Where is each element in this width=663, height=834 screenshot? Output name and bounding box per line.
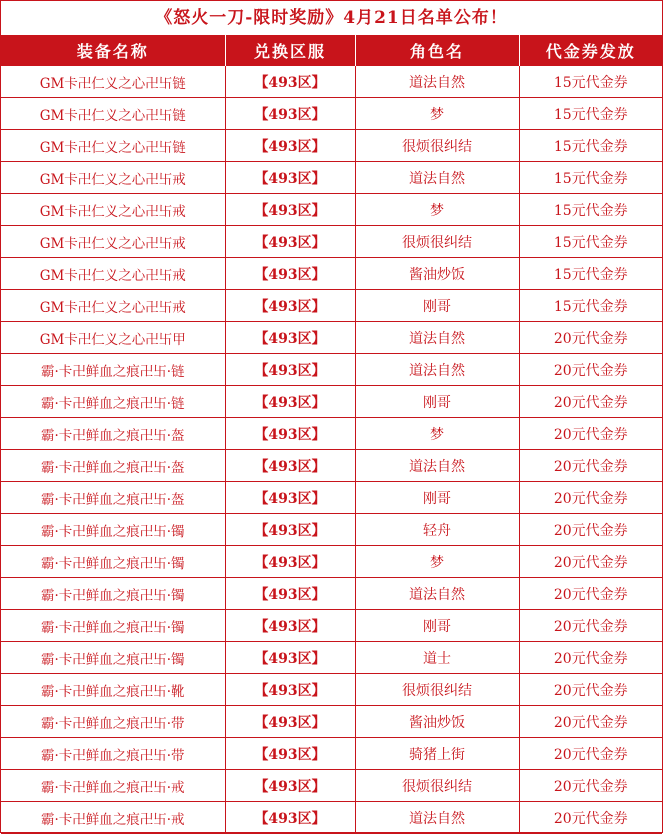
zone-cell: 【493区】	[225, 66, 355, 98]
table-row	[1, 450, 662, 482]
table-row	[1, 674, 662, 706]
voucher-cell: 20元代金券	[519, 322, 662, 354]
role-name-cell: 梦	[355, 194, 519, 226]
voucher-cell: 20元代金券	[519, 450, 662, 482]
role-name-cell: 很烦很纠结	[355, 130, 519, 162]
reward-table	[1, 35, 662, 834]
table-row	[1, 322, 662, 354]
table-row	[1, 226, 662, 258]
item-name-cell: 霸·卡卍鲜血之痕卍卐·镯	[1, 546, 225, 578]
role-name-cell: 刚哥	[355, 290, 519, 322]
header-voucher: 代金券发放	[519, 35, 662, 66]
table-row	[1, 578, 662, 610]
zone-cell: 【493区】	[225, 738, 355, 770]
item-name-cell: 霸·卡卍鲜血之痕卍卐·盔	[1, 450, 225, 482]
table-row	[1, 386, 662, 418]
item-name-cell: 霸·卡卍鲜血之痕卍卐·链	[1, 354, 225, 386]
role-name-cell: 道士	[355, 642, 519, 674]
role-name-cell: 道法自然	[355, 450, 519, 482]
voucher-cell: 15元代金券	[519, 258, 662, 290]
item-name-cell: GM卡卍仁义之心卍卐链	[1, 66, 225, 98]
zone-cell: 【493区】	[225, 290, 355, 322]
voucher-cell: 20元代金券	[519, 546, 662, 578]
role-name-cell: 很烦很纠结	[355, 674, 519, 706]
role-name-cell: 刚哥	[355, 610, 519, 642]
table-row	[1, 770, 662, 802]
role-name-cell: 道法自然	[355, 66, 519, 98]
table-row	[1, 354, 662, 386]
voucher-cell: 20元代金券	[519, 738, 662, 770]
table-row	[1, 706, 662, 738]
table-row	[1, 738, 662, 770]
zone-cell: 【493区】	[225, 418, 355, 450]
table-header-row	[1, 35, 662, 66]
zone-cell: 【493区】	[225, 386, 355, 418]
item-name-cell: GM卡卍仁义之心卍卐链	[1, 98, 225, 130]
voucher-cell: 20元代金券	[519, 642, 662, 674]
voucher-cell: 15元代金券	[519, 66, 662, 98]
zone-cell: 【493区】	[225, 514, 355, 546]
item-name-cell: 霸·卡卍鲜血之痕卍卐·镯	[1, 610, 225, 642]
table-row	[1, 642, 662, 674]
voucher-cell: 20元代金券	[519, 482, 662, 514]
role-name-cell: 很烦很纠结	[355, 226, 519, 258]
table-row	[1, 290, 662, 322]
role-name-cell: 刚哥	[355, 482, 519, 514]
item-name-cell: 霸·卡卍鲜血之痕卍卐·盔	[1, 482, 225, 514]
item-name-cell: GM卡卍仁义之心卍卐链	[1, 130, 225, 162]
voucher-cell: 20元代金券	[519, 578, 662, 610]
item-name-cell: 霸·卡卍鲜血之痕卍卐·戒	[1, 770, 225, 802]
item-name-cell: 霸·卡卍鲜血之痕卍卐·带	[1, 706, 225, 738]
role-name-cell: 很烦很纠结	[355, 770, 519, 802]
table-row	[1, 130, 662, 162]
voucher-cell: 15元代金券	[519, 98, 662, 130]
voucher-cell: 15元代金券	[519, 194, 662, 226]
item-name-cell: 霸·卡卍鲜血之痕卍卐·链	[1, 386, 225, 418]
role-name-cell: 梦	[355, 98, 519, 130]
voucher-cell: 20元代金券	[519, 514, 662, 546]
role-name-cell: 轻舟	[355, 514, 519, 546]
item-name-cell: 霸·卡卍鲜血之痕卍卐·带	[1, 738, 225, 770]
voucher-cell: 20元代金券	[519, 706, 662, 738]
item-name-cell: 霸·卡卍鲜血之痕卍卐·镯	[1, 514, 225, 546]
zone-cell: 【493区】	[225, 578, 355, 610]
zone-cell: 【493区】	[225, 130, 355, 162]
table-row	[1, 802, 662, 834]
zone-cell: 【493区】	[225, 770, 355, 802]
item-name-cell: GM卡卍仁义之心卍卐戒	[1, 258, 225, 290]
table-row	[1, 98, 662, 130]
item-name-cell: GM卡卍仁义之心卍卐戒	[1, 194, 225, 226]
voucher-cell: 15元代金券	[519, 162, 662, 194]
voucher-cell: 20元代金券	[519, 770, 662, 802]
table-row	[1, 546, 662, 578]
table-row	[1, 162, 662, 194]
table-row	[1, 194, 662, 226]
zone-cell: 【493区】	[225, 98, 355, 130]
item-name-cell: GM卡卍仁义之心卍卐甲	[1, 322, 225, 354]
item-name-cell: 霸·卡卍鲜血之痕卍卐·盔	[1, 418, 225, 450]
table-row	[1, 258, 662, 290]
role-name-cell: 酱油炒饭	[355, 258, 519, 290]
voucher-cell: 20元代金券	[519, 610, 662, 642]
voucher-cell: 20元代金券	[519, 354, 662, 386]
voucher-cell: 20元代金券	[519, 802, 662, 834]
header-role-name: 角色名	[355, 35, 519, 66]
role-name-cell: 道法自然	[355, 162, 519, 194]
item-name-cell: GM卡卍仁义之心卍卐戒	[1, 290, 225, 322]
role-name-cell: 道法自然	[355, 802, 519, 834]
role-name-cell: 骑猪上街	[355, 738, 519, 770]
role-name-cell: 道法自然	[355, 322, 519, 354]
table-row	[1, 514, 662, 546]
zone-cell: 【493区】	[225, 226, 355, 258]
zone-cell: 【493区】	[225, 706, 355, 738]
table-row	[1, 418, 662, 450]
role-name-cell: 酱油炒饭	[355, 706, 519, 738]
role-name-cell: 梦	[355, 546, 519, 578]
header-zone: 兑换区服	[225, 35, 355, 66]
zone-cell: 【493区】	[225, 258, 355, 290]
header-item-name: 装备名称	[1, 35, 225, 66]
voucher-cell: 20元代金券	[519, 386, 662, 418]
item-name-cell: GM卡卍仁义之心卍卐戒	[1, 226, 225, 258]
item-name-cell: GM卡卍仁义之心卍卐戒	[1, 162, 225, 194]
role-name-cell: 刚哥	[355, 386, 519, 418]
item-name-cell: 霸·卡卍鲜血之痕卍卐·镯	[1, 642, 225, 674]
voucher-cell: 15元代金券	[519, 290, 662, 322]
table-row	[1, 482, 662, 514]
zone-cell: 【493区】	[225, 450, 355, 482]
voucher-cell: 15元代金券	[519, 226, 662, 258]
zone-cell: 【493区】	[225, 322, 355, 354]
page-title: 《怒火一刀-限时奖励》4月21日名单公布！	[1, 0, 662, 35]
zone-cell: 【493区】	[225, 194, 355, 226]
item-name-cell: 霸·卡卍鲜血之痕卍卐·镯	[1, 578, 225, 610]
voucher-cell: 15元代金券	[519, 130, 662, 162]
zone-cell: 【493区】	[225, 642, 355, 674]
voucher-cell: 20元代金券	[519, 674, 662, 706]
table-row	[1, 610, 662, 642]
zone-cell: 【493区】	[225, 482, 355, 514]
item-name-cell: 霸·卡卍鲜血之痕卍卐·戒	[1, 802, 225, 834]
zone-cell: 【493区】	[225, 162, 355, 194]
zone-cell: 【493区】	[225, 354, 355, 386]
zone-cell: 【493区】	[225, 610, 355, 642]
zone-cell: 【493区】	[225, 802, 355, 834]
role-name-cell: 梦	[355, 418, 519, 450]
item-name-cell: 霸·卡卍鲜血之痕卍卐·靴	[1, 674, 225, 706]
zone-cell: 【493区】	[225, 674, 355, 706]
zone-cell: 【493区】	[225, 546, 355, 578]
voucher-cell: 20元代金券	[519, 418, 662, 450]
role-name-cell: 道法自然	[355, 354, 519, 386]
table-row	[1, 66, 662, 98]
role-name-cell: 道法自然	[355, 578, 519, 610]
